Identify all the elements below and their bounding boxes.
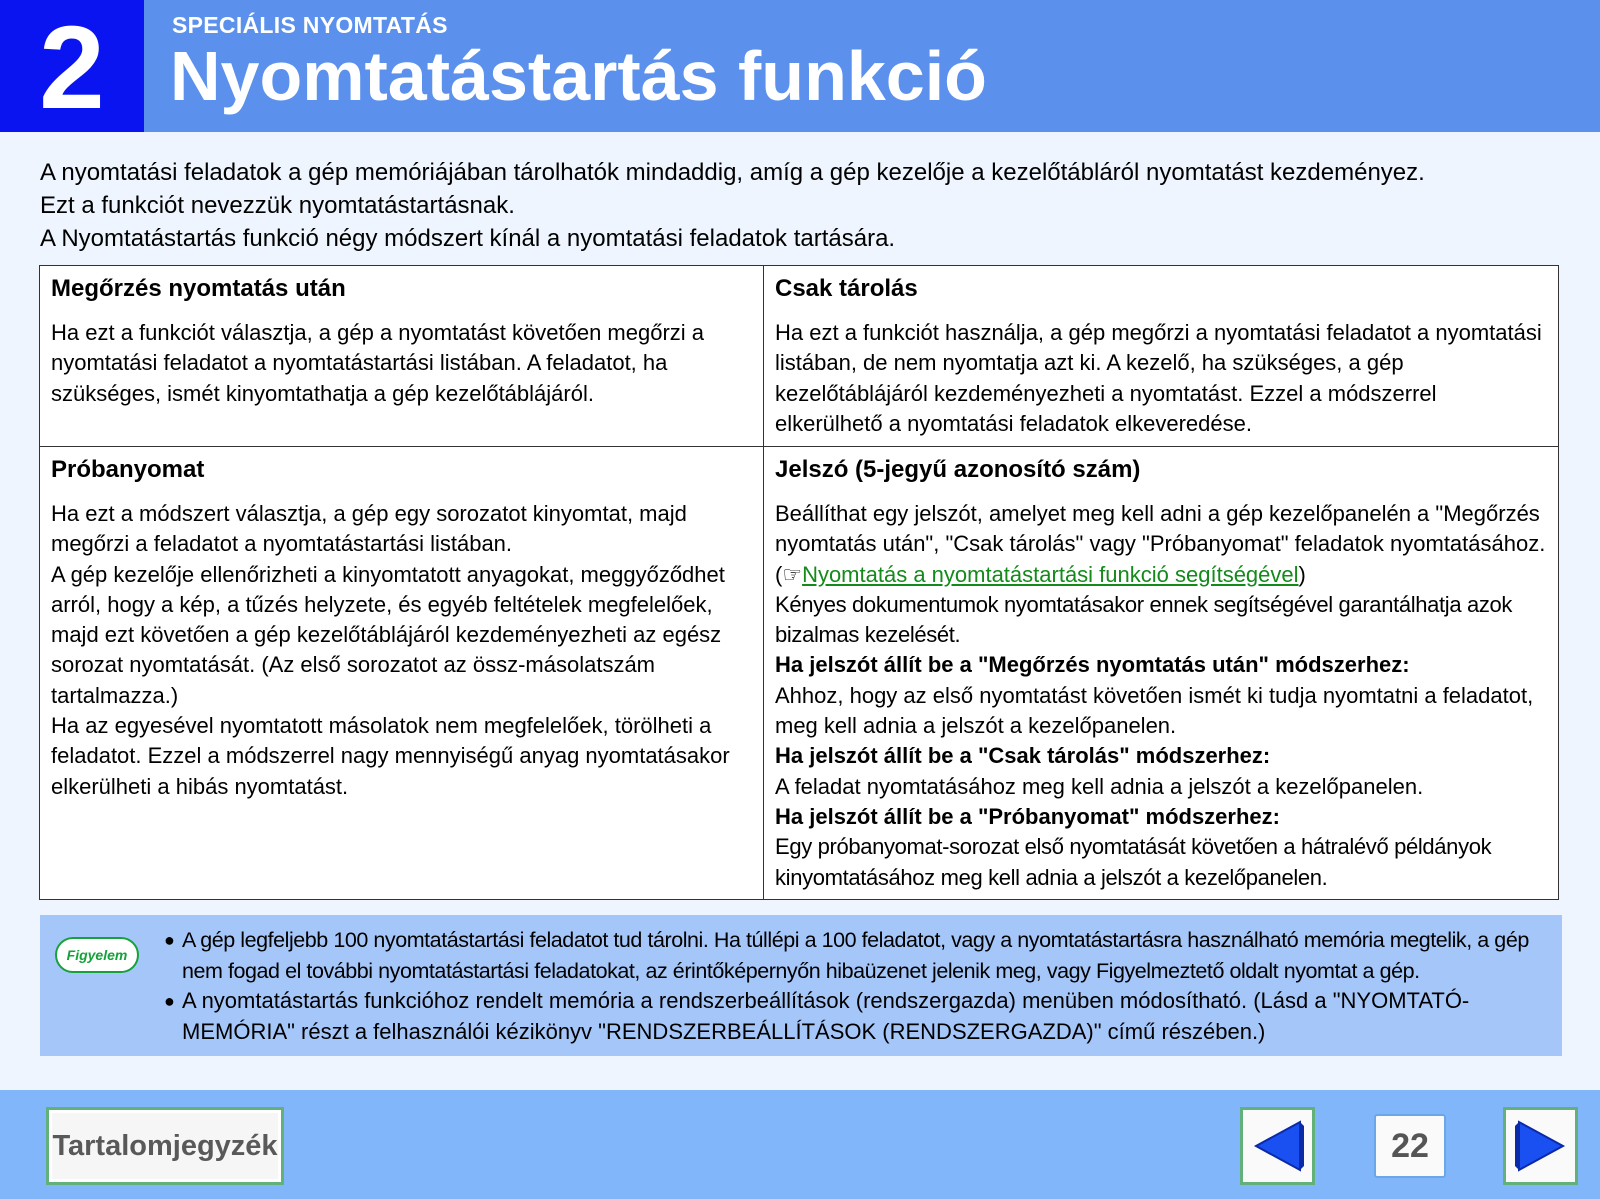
list-item [164, 986, 1554, 1047]
note-text: A nyomtatástartás funkcióhoz rendelt memória a rendszerbeállítások (rendszergazda) menüben módosítható. (Lásd a "NYOMTATÓ-MEMÓRIA" részt a felhasználói kézikönyv "RENDSZERBEÁLLÍTÁSOK (RENDSZERGAZDA)" című részében.) [182, 988, 1470, 1044]
note-list [164, 925, 1554, 1047]
sub-heading: Ha jelszót állít be a "Próbanyomat" módszerhez: [775, 803, 1280, 829]
cell-body: Ha ezt a funkciót használja, a gép megőrzi a nyomtatási feladatot a nyomtatási listában, de nem nyomtatja azt ki. A kezelő, ha szükséges, a gép kezelőtáblájáról kezdeményezheti a nyomtatást. Ezzel a módszerrel elkerülhető a nyomtatási feladatok elkeveredése. [775, 320, 1542, 436]
page-header [0, 0, 1600, 132]
cell-body [775, 499, 1547, 590]
bullet-icon: ● [164, 991, 175, 1011]
section-label: SPECIÁLIS NYOMTATÁS [172, 12, 448, 38]
cell-store-only [764, 266, 1559, 447]
note-text: A gép legfeljebb 100 nyomtatástartási feladatot tud tárolni. Ha túllépi a 100 feladatot, vagy a nyomtatástartásra használható memória megtelik, a gép nem fogad el további nyomtatástartási feladatokat, az érintőképernyőn hibaüzenet jelenik meg, vagy Figyelmeztető oldalt nyomtat a gép. [182, 928, 1529, 983]
cell-title: Csak tárolás [775, 275, 918, 302]
cell-body: Kényes dokumentumok nyomtatásakor ennek segítségével garantálhatja azok bizalmas kezelését. [775, 591, 1513, 648]
right-triangle-icon [1513, 1120, 1569, 1172]
page-footer [0, 1090, 1600, 1199]
cell-body: Egy próbanyomat-sorozat első nyomtatását követően a hátralévő példányok kinyomtatásához meg kell adnia a jelszót a kezelőpanelen. [775, 834, 1492, 890]
toc-label: Tartalomjegyzék [52, 1129, 278, 1162]
table-row [40, 447, 1559, 900]
next-page-button[interactable] [1503, 1107, 1578, 1185]
sub-heading: Ha jelszót állít be a "Csak tárolás" módszerhez: [775, 743, 1271, 769]
sub-heading: Ha jelszót állít be a "Megőrzés nyomtatás után" módszerhez: [775, 652, 1410, 678]
chapter-badge [0, 0, 144, 132]
intro-line: A nyomtatási feladatok a gép memóriájában tárolhatók mindaddig, amíg a gép kezelője a kezelőtábláról nyomtatást kezdeményez. [40, 159, 1425, 186]
page-number-text: 22 [1391, 1126, 1429, 1165]
bullet-icon: ● [164, 930, 175, 950]
cell-title: Megőrzés nyomtatás után [51, 275, 346, 302]
intro-text [40, 156, 1580, 255]
left-triangle-icon [1250, 1120, 1306, 1172]
password-intro: Beállíthat egy jelszót, amelyet meg kell adni a gép kezelőpanelén a "Megőrzés nyomtatás után", "Csak tárolás" vagy "Próbanyomat" feladatok nyomtatásához. ( [775, 501, 1546, 587]
cell-password [764, 447, 1559, 900]
intro-line: A Nyomtatástartás funkció négy módszert kínál a nyomtatási feladatok tartására. [40, 225, 896, 252]
attention-icon [55, 937, 139, 973]
cell-body: Ha ezt a funkciót választja, a gép a nyomtatást követően megőrzi a nyomtatási feladatot a nyomtatástartási listában. A feladatot, ha szükséges, ismét kinyomtathatja a gép kezelőtáblájáról. [51, 320, 705, 406]
list-item [164, 925, 1554, 986]
cell-keep-after-print [40, 266, 764, 447]
attention-label: Figyelem [66, 947, 128, 963]
table-row [40, 266, 1559, 447]
cell-body: Ahhoz, hogy az első nyomtatást követően ismét ki tudja nyomtatni a feladatot, meg kell adnia a jelszót a kezelőpanelen. [775, 682, 1534, 739]
prev-page-button[interactable] [1240, 1107, 1315, 1185]
print-hold-link[interactable]: Nyomtatás a nyomtatástartási funkció segítségével [802, 561, 1299, 587]
toc-button[interactable] [46, 1107, 284, 1185]
note-box [40, 915, 1562, 1056]
cell-body: A gép kezelője ellenőrizheti a kinyomtatott anyagokat, meggyőződhet arról, hogy a kép, a tűzés helyzete, és egyéb feltételek megfelelőek, majd ezt követően a gép kezelőtáblájáról kezdeményezheti az egész sorozat nyomtatását. (Az első sorozatot az össz-másolatszám tartalmazza.) [51, 561, 725, 708]
page-number [1374, 1114, 1446, 1178]
reference-icon: ☞ [782, 561, 803, 587]
cell-title: Jelszó (5-jegyű azonosító szám) [775, 456, 1141, 483]
cell-proof-print [40, 447, 764, 900]
paren-close: ) [1298, 561, 1306, 587]
cell-body: Ha ezt a módszert választja, a gép egy sorozatot kinyomtat, majd megőrzi a feladatot a nyomtatástartási listában. [51, 501, 687, 557]
cell-title: Próbanyomat [51, 456, 205, 483]
page-title: Nyomtatástartás funkció [170, 37, 987, 115]
methods-table [39, 265, 1559, 900]
cell-body: A feladat nyomtatásához meg kell adnia a jelszót a kezelőpanelen. [775, 773, 1424, 799]
cell-body: Ha az egyesével nyomtatott másolatok nem megfelelőek, törölheti a feladatot. Ezzel a módszerrel nagy mennyiségű anyag nyomtatásakor elkerülheti a hibás nyomtatást. [51, 713, 730, 799]
chapter-number: 2 [39, 2, 105, 134]
intro-line: Ezt a funkciót nevezzük nyomtatástartásnak. [40, 192, 515, 219]
